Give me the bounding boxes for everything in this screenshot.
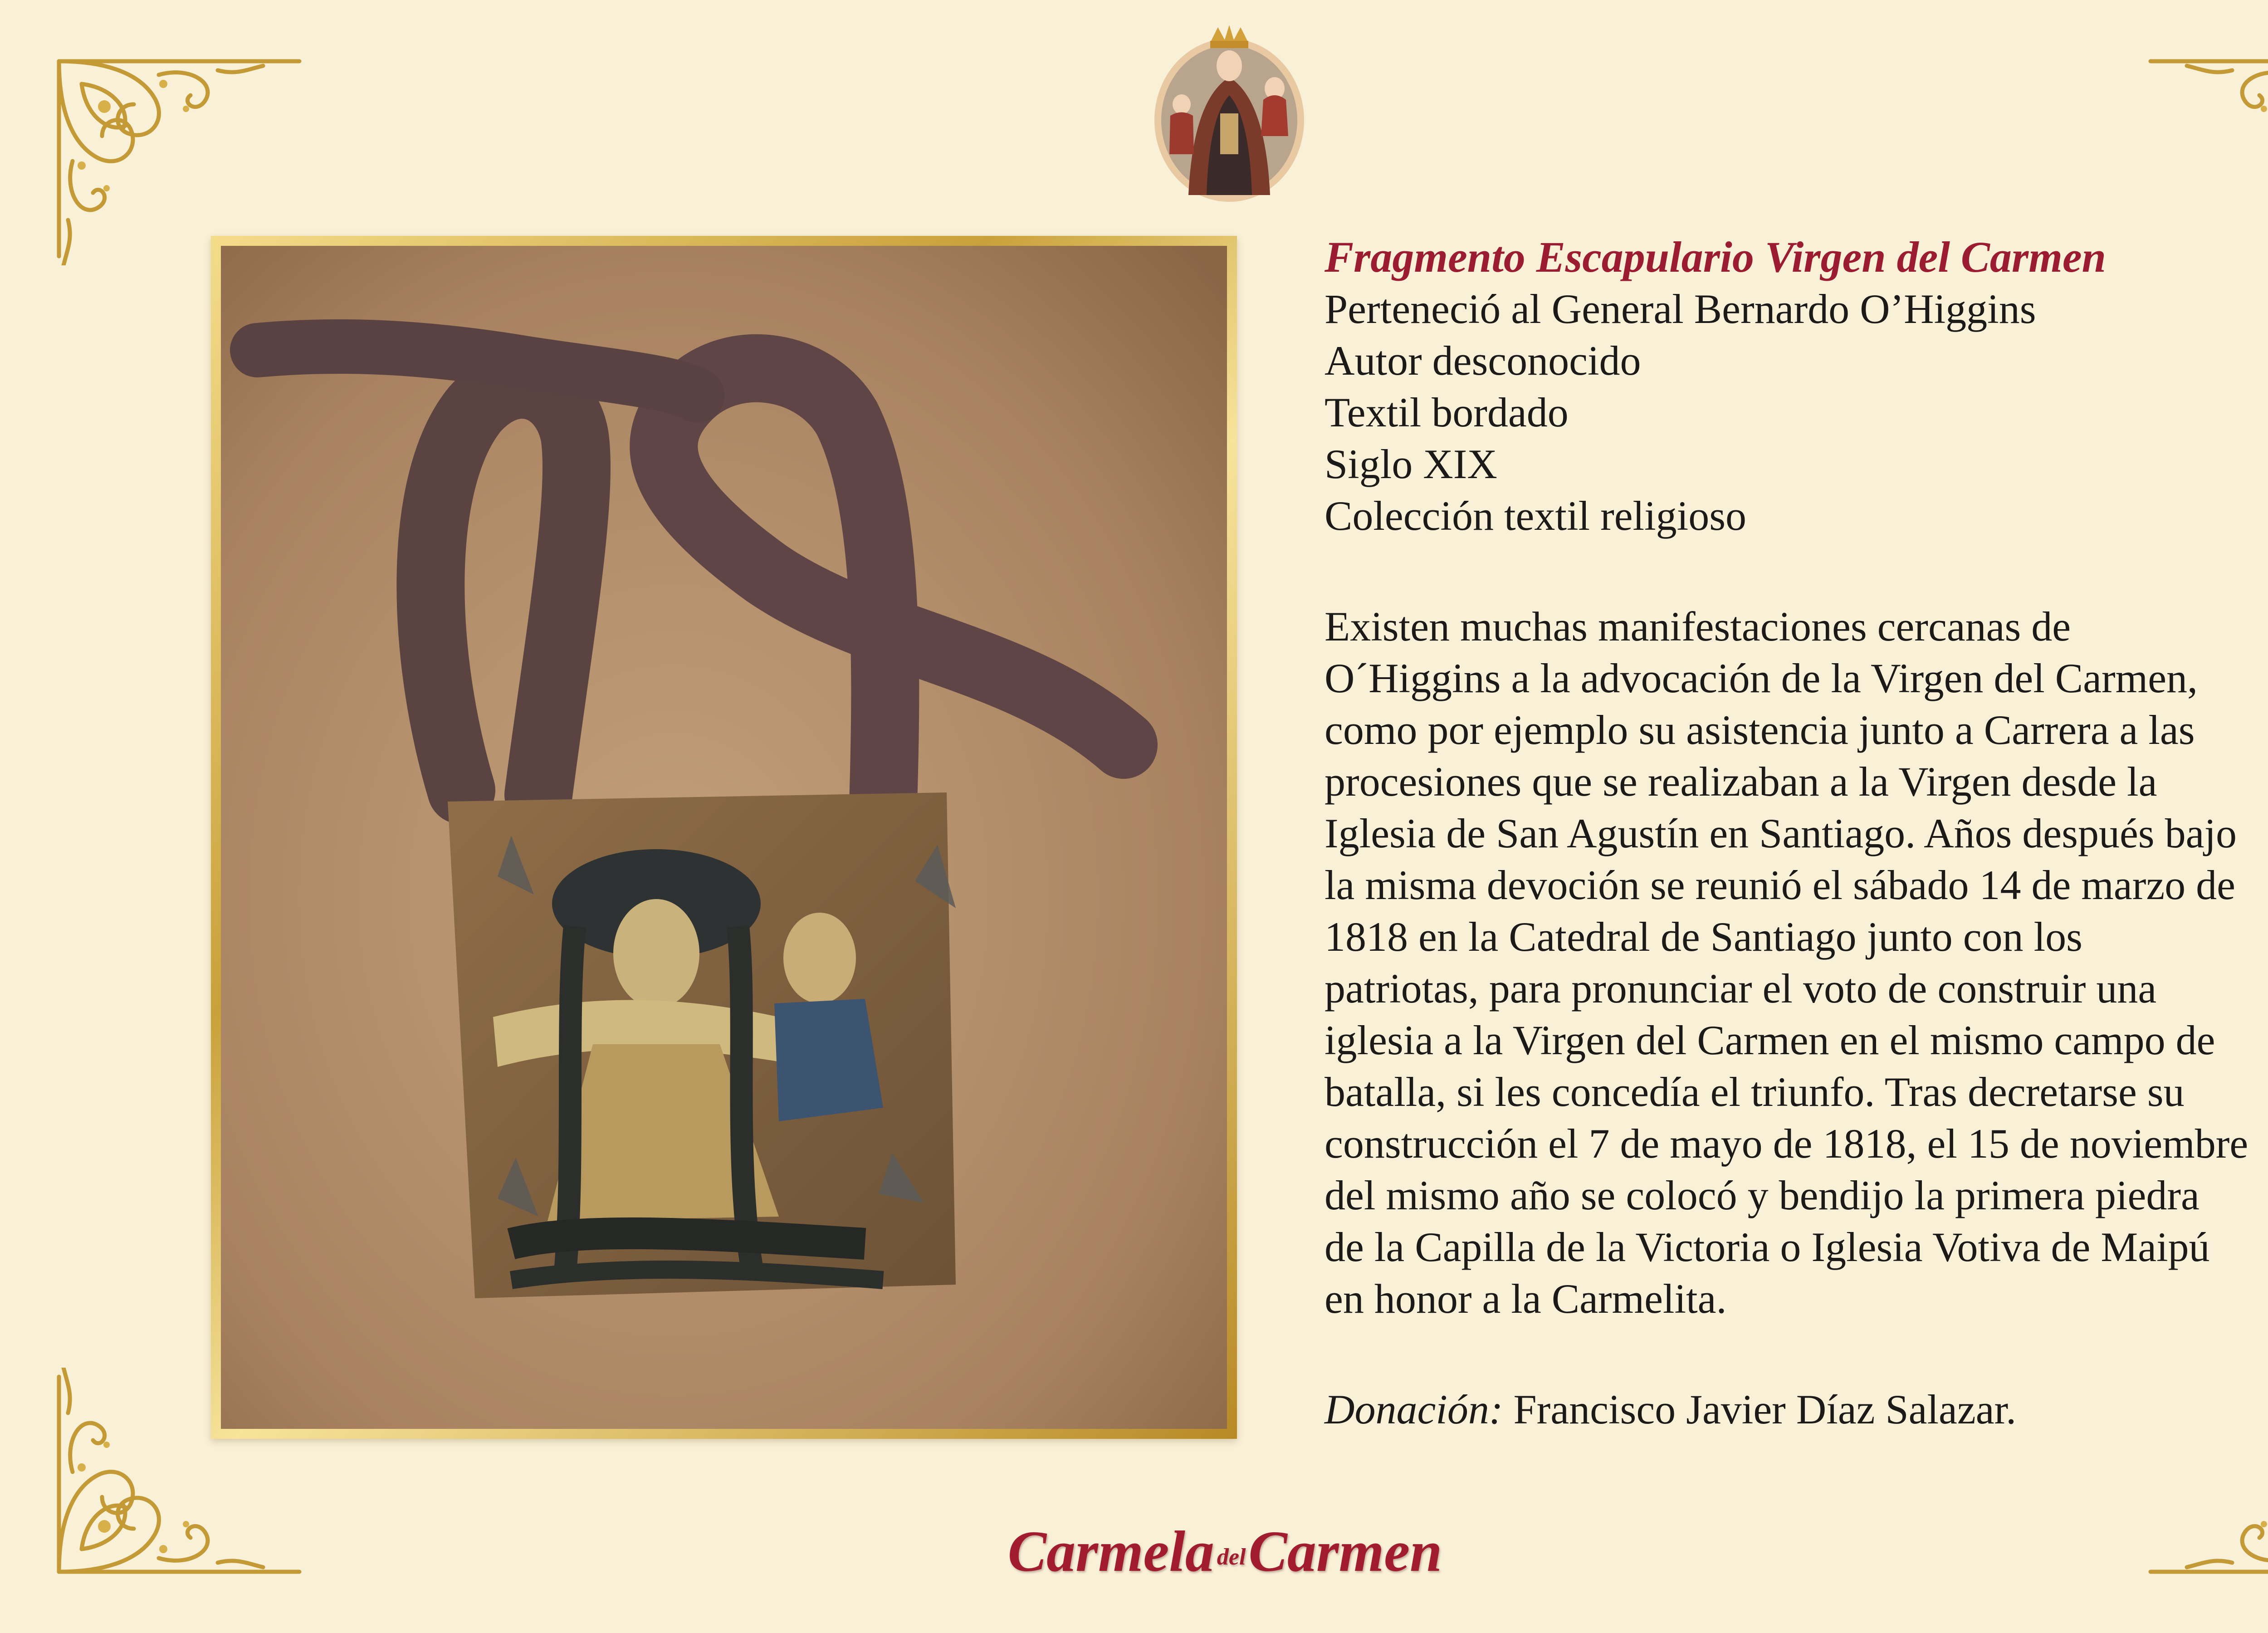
donor-name: Francisco Javier Díaz Salazar. xyxy=(1513,1386,2017,1433)
donation-label: Donación: xyxy=(1325,1386,1503,1433)
description-line: iglesia a la Virgen del Carmen en el mismo campo de xyxy=(1325,1017,2215,1063)
filigree-corner-icon xyxy=(54,57,308,265)
virgin-medallion-icon xyxy=(1152,23,1306,204)
detail-collection: Colección textil religioso xyxy=(1325,493,1747,539)
description-line: Iglesia de San Agustín en Santiago. Años después bajo xyxy=(1325,810,2237,856)
description-line: batalla, si les concedía el triunfo. Tras decretarse su xyxy=(1325,1069,2185,1115)
detail-century: Siglo XIX xyxy=(1325,441,1497,487)
description-line: 1818 en la Catedral de Santiago junto con los xyxy=(1325,914,2082,960)
brand-carmen: Carmen xyxy=(1248,1519,1442,1584)
detail-owner: Perteneció al General Bernardo O’Higgins xyxy=(1325,286,2036,332)
artifact-title: Fragmento Escapulario Virgen del Carmen xyxy=(1325,233,2106,281)
description-paragraph xyxy=(1325,601,2268,1325)
detail-author: Autor desconocido xyxy=(1325,337,1641,384)
caption-block xyxy=(1325,231,2268,1435)
brand-del: del xyxy=(1217,1544,1246,1570)
detail-technique: Textil bordado xyxy=(1325,389,1569,435)
description-line: procesiones que se realizaban a la Virgen desde la xyxy=(1325,758,2157,805)
brand-carmela: Carmela xyxy=(1007,1519,1214,1584)
description-line: Existen muchas manifestaciones cercanas de xyxy=(1325,603,2071,650)
donation-credit xyxy=(1325,1384,2268,1435)
brand-wordmark xyxy=(0,1517,2268,1591)
description-line: como por ejemplo su asistencia junto a Carrera a las xyxy=(1325,707,2195,753)
corner-ornament-top-left xyxy=(54,57,308,265)
description-line: de la Capilla de la Victoria o Iglesia Votiva de Maipú xyxy=(1325,1224,2210,1270)
description-line: en honor a la Carmelita. xyxy=(1325,1276,1727,1322)
scapular-fragment-photo xyxy=(221,246,1227,1429)
description-line: patriotas, para pronunciar el voto de construir una xyxy=(1325,965,2157,1012)
description-line: construcción el 7 de mayo de 1818, el 15 de noviembre xyxy=(1325,1120,2248,1167)
description-line: O´Higgins a la advocación de la Virgen del Carmen, xyxy=(1325,655,2198,701)
description-line: la misma devoción se reunió el sábado 14 de marzo de xyxy=(1325,862,2236,908)
description-line: del mismo año se colocó y bendijo la primera piedra xyxy=(1325,1172,2200,1218)
artifact-photo-frame xyxy=(211,236,1237,1439)
